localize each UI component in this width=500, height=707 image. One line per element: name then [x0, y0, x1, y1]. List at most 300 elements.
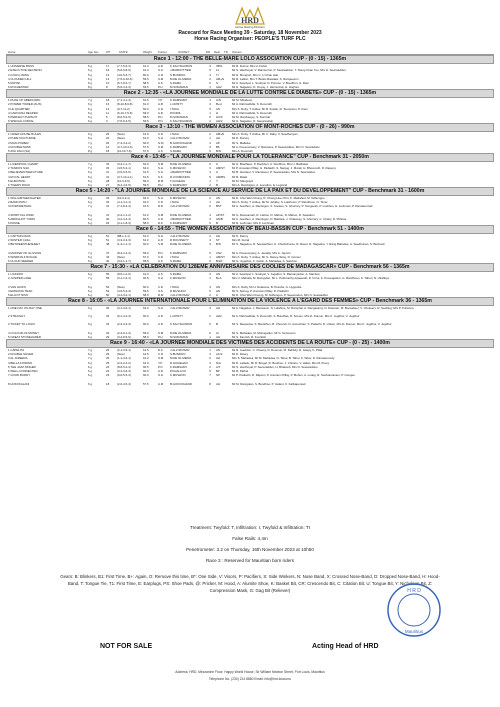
runner-owners: Mrs K. Doby, T. Antlee, Mr G. Dacey-Taing, R. Gomez: [232, 255, 301, 260]
runner-trainer: A.S: [158, 81, 163, 86]
runner-owners: Mr A. Sewdyal, L. Soobyal, V. Jugathur, S. Ramanyadoo, A. Samboo: [232, 271, 320, 276]
runner-weight: 61.5: [143, 351, 149, 356]
runner-age: 6 g: [88, 271, 93, 276]
runner-form: (4-2-4-4-4): [117, 216, 131, 221]
runner-trainer: G.M: [158, 140, 164, 145]
runner-draw: 1: [209, 199, 211, 204]
runner-gear: AH: [216, 199, 221, 204]
runner-rating: 18: [106, 98, 110, 102]
runner-weight: 57.0: [143, 255, 149, 260]
runner-age: 6 g: [88, 364, 93, 369]
not-for-sale-label: NOT FOR SALE: [100, 643, 153, 650]
runner-rating: 33: [106, 199, 110, 204]
runner-draw: 4: [209, 140, 211, 145]
runner-row: [6, 204, 494, 212]
race-title: Race 5 - 14:20 - "LA JOURNEE MONDIALE DE LA SCIENCE AU SERVICE DE LA PAIX ET DU DEVELOPPEMENT" CUP - Benchmark 31 - 1600m: [6, 187, 494, 196]
runner-owners: Mr S. Mallefee: [232, 140, 251, 145]
runner-rating: 26: [106, 347, 110, 352]
runner-weight: 62.0: [143, 165, 149, 170]
runner-draw: 6: [209, 356, 211, 361]
runner-gear: AM+N: [216, 132, 225, 136]
race-title: Race 6 - 14:55 - THE WOMEN ASSOCIATION OF BEAU-BASSIN CUP - Benchmark 51 - 1400m: [6, 225, 494, 234]
runner-age: 6 g: [88, 373, 93, 378]
runner-gear: B5: [216, 144, 220, 149]
runner-name: 7 GOOD BUDDY: [8, 373, 31, 378]
runner-name: 1 LIVERPOOL CHAMP: [8, 161, 38, 166]
runner-form: (7-5-9-10-6): [117, 76, 133, 81]
runner-gear: NP: [216, 373, 221, 378]
runner-form: (3-5-6-5-5): [117, 170, 131, 175]
runner-rating: 11: [106, 110, 110, 115]
runner-form: (3-2-1-1-7): [117, 259, 131, 264]
runner-age: 6 g: [88, 64, 93, 68]
runner-jockey: M.DE OLIVEIRA: [170, 356, 192, 361]
runner-jockey: B.GOKOOHAND: [170, 140, 192, 145]
runner-name: 5 THE JAZZ SINGER: [8, 364, 36, 369]
runner-form: (4-1-3-2-1): [117, 293, 131, 298]
col-dr: DR: [206, 50, 211, 54]
runner-jockey: M.DE OLIVEIRA: [170, 212, 192, 217]
runner-form: (10-10-7-6): [117, 149, 132, 154]
runner-weight: 59.0: [143, 110, 149, 115]
runner-form: (6-1-4-2-4): [117, 314, 131, 319]
runner-name: 1 LICKFRO: [8, 271, 23, 276]
runner-weight: 62.0: [143, 161, 149, 166]
runner-owners: Mr S. Nagadoo, R. Seewachtun, K. Chuckchuree, R. Ravel, D. Nagadoo, Y. Rang Bahadoe, A. Seedhunan, S. Bechook: [232, 242, 385, 247]
runner-owners: Mr H. Nagadoo, R. Seeurwuttun: [232, 119, 274, 124]
runner-weight: 59.5: [143, 183, 149, 188]
runner-form: (4-6-5-6-7): [117, 72, 131, 77]
runner-form: (1-3-1-1-1): [117, 242, 131, 247]
runner-rating: 13: [106, 106, 110, 111]
runner-name: 1 WILLIAMTHEFIGHTER: [8, 195, 41, 200]
runner-form: (10-3-2-1): [117, 195, 130, 200]
runner-jockey: R.ROUSSETY: [170, 238, 189, 243]
runner-trainer: S.S: [158, 288, 163, 293]
runner-weight: 61.0: [143, 238, 149, 243]
header-line-meeting: Racecard for Race Meeting 39 - Saturday, 18 November 2023: [178, 30, 322, 36]
runner-rating: 26: [106, 351, 110, 356]
runner-name: 4 EDWOOD TRAIL: [8, 288, 33, 293]
address-line: Address: HRD, Mezzanine Floor, Happy World House, Sir William Newton Street, Port Louis, Mauritius: [175, 670, 325, 674]
runner-owners: Mr H. Boathave, P. Doobhun, A. Doobhun, Mrs U. Badhaws: [232, 161, 309, 166]
runner-age: 6 g: [88, 170, 93, 175]
col-weight: Weight: [143, 50, 152, 54]
runner-jockey: K.MUSHOO: [170, 373, 186, 378]
runner-jockey: K.RAMSAMY: [170, 183, 188, 188]
runner-form: (3-3-1-1-7): [117, 161, 131, 166]
contact-line: Telephone No. (230) 214 8880 Email: info@hrd.local.mu: [208, 677, 292, 681]
runner-jockey: K.KALYDAURUN: [170, 64, 193, 68]
runner-gear: TI: [216, 72, 219, 77]
runner-trainer: S.M: [158, 356, 164, 361]
runner-jockey: M.SORAMAN: [170, 85, 188, 90]
runner-trainer: P.H: [158, 183, 163, 188]
runner-age: 6 g: [88, 136, 93, 141]
runner-trainer: Y.P: [158, 98, 163, 102]
runner-form: (5-5-3-3-3): [117, 85, 131, 90]
runner-owners: Mrs K. Daby, Mr H. Dulassne, B. Pessha, G. Hyppolite: [232, 284, 302, 289]
runner-jockey: M.DE OLIVEIRA: [170, 242, 192, 247]
runner-owners: Mr S. Deepedoo, K. Barokhun, R. Chooreh, D. Anouchtan, S. Patiachi, D. Unkun, Mrs D. Dumun, Mrs K. Jugdhur, V. Jugdhur: [232, 322, 392, 327]
runner-name: 6 SPECIAL FORCE: [8, 119, 34, 124]
runner-age: 6 g: [88, 293, 93, 298]
runner-age: 7 g: [88, 314, 93, 319]
runner-name: 3 GOLD LINING: [8, 72, 30, 77]
runner-rating: 25: [106, 360, 110, 365]
runner-age: 8 g: [88, 149, 93, 154]
runner-gear: H/CF: [216, 115, 223, 120]
runner-form: (3-1-3-6-1): [117, 305, 131, 310]
runner-owners: Mr A. Peesoonsary, A. Jeetally, Mrs A. Jaymin: [232, 250, 291, 255]
runner-jockey: K.KALYDAURUN: [170, 119, 193, 124]
runner-gear: 11: [216, 68, 220, 73]
runner-form: (3-1-1-8-3): [117, 221, 131, 226]
runner-weight: 59.5: [143, 288, 149, 293]
runner-draw: 6: [209, 115, 211, 120]
runner-draw: 2: [209, 76, 211, 81]
runner-draw: 2: [209, 364, 211, 369]
runner-rating: 51: [106, 233, 110, 238]
false-rails-note: False Rails: 4.4m: [232, 536, 268, 541]
runner-jockey: J.BARDOTTIER: [170, 68, 191, 73]
runner-weight: 61.0: [143, 271, 149, 276]
runner-weight: 61.5: [143, 204, 149, 209]
runner-draw: 2: [209, 293, 211, 298]
runner-draw: 4: [209, 351, 211, 356]
runner-name: 2 POWER TOWER (AUS): [8, 102, 42, 107]
runner-name: 8 HOKOKALANI: [8, 381, 30, 386]
runner-gear: AH: [216, 356, 221, 361]
runner-owners: Mr R. Jeeddon, C. Cheesy, D. Doomun, M. Debbdy, D. Gaspy, K. Pillai: [232, 347, 323, 352]
runner-weight: 58.5: [143, 115, 149, 120]
runner-gear: N/A: [216, 360, 221, 365]
runner-age: 7 g: [88, 356, 93, 361]
runner-name: 1 CAPELITA: [8, 347, 25, 352]
runner-trainer: P.N: [158, 364, 163, 369]
penetrometer-note: Penetrometer: 3.2 on Thursday, 16th November 2023 at 10h50: [186, 547, 314, 552]
runner-weight: 60.0: [143, 242, 149, 247]
runner-weight: 60.5: [143, 364, 149, 369]
runner-age: 7 g: [88, 144, 93, 149]
runner-trainer: S.H: [158, 136, 163, 141]
racecard-header: [0, 30, 500, 43]
runner-draw: 6: [209, 259, 211, 264]
gear-codes-legend: Gears: B: Blinkers, B1: First Time, B+: Again, O: Remove this time, B*: One Side, V: Visors, P: Pacifiers, S: Side Winkers, N: Nose Band, X: Crossed Nose-Band, D: Dropped Nose-Band, H: Hood-Band, T: Tongue Tie, T1: First Time, E: Earplugs, PS: Shoe Pads, @: Pricker, M: Hood, A: Alumite Shoe, K: Basket Bit, CR: Crescendo Bit, C: Citation Bit, U: Tongue Bit, Y: Nicholson Bit, Z: Compression Mask, G: Gag Bit (Reliever): [60, 574, 440, 593]
runner-trainer: C.D: [158, 284, 163, 289]
runner-weight: 53.5: [143, 85, 149, 90]
runner-age: 6 g: [88, 351, 93, 356]
runner-gear: AN: [216, 347, 221, 352]
runner-owners: Mrs M. Ferral: [232, 238, 250, 243]
runner-owners: Mr M. Rambeejoy, S. Doorrak: [232, 115, 271, 120]
runner-jockey: J.ALLYROSAN: [170, 233, 190, 238]
runner-gear: A: [216, 170, 218, 175]
runner-jockey: S.BUNDOO: [170, 72, 186, 77]
runner-name: 6 TIGERS ROCK: [8, 183, 31, 188]
runner-form: (8-6-5-2-3): [117, 364, 131, 369]
runner-jockey: M.DE OLIVEIRA: [170, 330, 192, 335]
runner-trainer: R.R: [158, 204, 163, 209]
runner-trainer: A.M: [158, 381, 164, 386]
runner-name: 1 CAPTAIN MAIS: [8, 233, 31, 238]
runner-row: [6, 306, 494, 314]
col-jockey: JOCKEY: [178, 50, 190, 54]
runner-gear: AN: [216, 284, 221, 289]
runner-gear: B/HT: [216, 259, 223, 264]
runner-trainer: S.M: [158, 330, 164, 335]
runner-rating: 47: [106, 250, 110, 255]
runner-gear: AH: [216, 136, 221, 141]
runner-rating: 18: [106, 381, 110, 386]
runner-age: 6 g: [88, 212, 93, 217]
runner-trainer: S.M: [158, 161, 164, 166]
runner-draw: 4: [209, 238, 211, 243]
runner-form: (10-3-3-5): [117, 178, 130, 183]
runner-owners: Mr S. Hurdhoyal, P. Seewraddun, H. Bhakush, Mrs N. Seewraddoo: [232, 364, 318, 369]
runner-jockey: I.TAKA: [170, 284, 179, 289]
runner-name: 3 LE QUARTIER: [8, 106, 30, 111]
runner-draw: 4: [209, 98, 211, 102]
runner-form: (8-4-2-3-4): [117, 250, 131, 255]
runner-form: (7-7-5-6-4): [117, 64, 131, 68]
runner-rating: 43: [106, 255, 110, 260]
runner-weight: 61.0: [143, 64, 149, 68]
runner-rating: 13: [106, 76, 110, 81]
runner-weight: 60.0: [143, 106, 149, 111]
col-owners: Owners: [232, 50, 242, 54]
runner-name: 3 TICKET TO LOGIC: [8, 322, 36, 327]
runner-gear: AH2: [216, 314, 222, 319]
runner-rating: 23: [106, 373, 110, 378]
runner-gear: AP/ST: [216, 212, 225, 217]
runner-rating: 31: [106, 174, 110, 179]
race-block: [6, 187, 494, 226]
runner-rating: 17: [106, 64, 110, 68]
runner-jockey: K.RAMSAMY: [170, 364, 188, 369]
runner-owners: Mr D. Lalladu, Mr R. Brogel, R. Boothoo, J. Chuttoo, V. Halan, Mrs M. Preey: [232, 360, 330, 365]
runner-trainer: P.H: [158, 115, 163, 120]
runner-weight: 59.0: [143, 250, 149, 255]
runner-owners: Mrs K. Doby, T. Antlee, Mr M. Jehaby, S. Laishmun, P. Randhoun, N. Timer: [232, 199, 328, 204]
runner-gear: 3561: [216, 64, 223, 68]
runner-form: (8-5-1-2-6): [117, 271, 131, 276]
runner-owners: Mrs K. Doby, T. Antlee, Mr C. Daby, V. Seedhenyan: [232, 132, 298, 136]
col-wt: WT: [106, 50, 111, 54]
runner-gear: CN2: [216, 250, 222, 255]
runner-trainer: S.M: [158, 144, 164, 149]
col-trainer: Trainer: [158, 50, 167, 54]
runner-gear: BZ: [216, 369, 220, 374]
runner-name: 4 SPIRITUAL WIND: [8, 212, 34, 217]
runner-age: 6 g: [88, 178, 93, 183]
runner-rating: 52: [106, 288, 110, 293]
runner-draw: 6: [209, 330, 211, 335]
runner-trainer: Y.P: [158, 360, 163, 365]
race-block: [6, 153, 494, 188]
runner-name: 5 WINDFOLF ROGUE: [8, 255, 37, 260]
runner-owners: Mr S. Nurreg, P. Anoutum Pillay, D. Padiachi: [232, 288, 289, 293]
col-tr: TR: [224, 50, 228, 54]
runner-jockey: P.KORIL: [170, 110, 182, 115]
runner-age: 6 g: [88, 284, 93, 289]
runner-name: 4 CLOUDED HILL: [8, 76, 32, 81]
runner-age: 6 g: [88, 305, 93, 310]
runner-age: 5 g: [88, 72, 93, 77]
runner-form: (2-2-1-1-2): [117, 212, 131, 217]
runner-rating: 29: [106, 335, 110, 340]
runner-draw: 5: [209, 106, 211, 111]
runner-rating: 16: [106, 102, 110, 107]
runner-rating: 8: [106, 85, 108, 90]
runner-gear: BST: [216, 204, 222, 209]
runner-owners: Mr R. Luchman, Mrs F. Luchman: [232, 221, 274, 226]
runner-weight: 62.0: [143, 199, 149, 204]
runner-name: 2 JUNIPER LANE: [8, 276, 32, 281]
race-block: [6, 263, 494, 298]
runner-gear: AH/2: [216, 119, 223, 124]
runner-rating: 25: [106, 356, 110, 361]
runner-name: 6 CLOUD SEEDER: [8, 259, 34, 264]
runner-draw: 1: [209, 276, 211, 281]
runner-draw: 5: [209, 221, 211, 226]
runner-form: (7-3-3-4-2): [117, 140, 131, 145]
runner-row: [6, 382, 494, 386]
runner-gear: AP: [216, 140, 220, 145]
svg-text:HRD: HRD: [241, 16, 259, 25]
runner-jockey: R.MUSHOO: [170, 288, 186, 293]
runner-trainer: A.R: [158, 110, 163, 115]
runner-rating: 10: [106, 81, 110, 86]
runner-rating: 48: [106, 242, 110, 247]
runner-rating: 27: [106, 183, 110, 188]
runner-name: 4 MASTER OF ILLUSION: [8, 250, 42, 255]
runner-jockey: P.KHALLOO: [170, 369, 187, 374]
runner-gear: ST: [216, 238, 220, 243]
runner-age: 6 g: [88, 238, 93, 243]
runner-rating: 33: [106, 322, 110, 327]
runner-form: (4-5-5-4-3): [117, 288, 131, 293]
runner-age: 7 g: [88, 165, 93, 170]
runner-name: 5 GREAT STONEHARER: [8, 335, 41, 340]
runner-name: 3 VAN HUIKS: [8, 284, 26, 289]
runner-age: 6 g: [88, 68, 93, 73]
runner-gear: Y: [216, 178, 218, 183]
runner-age: 7 g: [88, 140, 93, 145]
runner-trainer: R.M: [158, 293, 164, 298]
runner-age: 6 g: [88, 369, 93, 374]
runner-form: (9-7-11-2): [117, 106, 130, 111]
runner-draw: 1: [209, 335, 211, 340]
runner-owners: Mr P. Anoutam Pillay, G. Padiachi, S. Nanjug, J. Murali, H. Bhoorooth, D. Rajoovy: [232, 165, 336, 170]
col-state: STATE: [119, 50, 128, 54]
runner-trainer: S.H: [158, 170, 163, 175]
runner-rating: 26: [106, 140, 110, 145]
runner-name: 4 BELLA FIORINO: [8, 360, 33, 365]
runner-gear: AH: [216, 335, 221, 340]
runner-jockey: M.DE OLIVEIRA: [170, 76, 192, 81]
runner-trainer: A.R: [158, 322, 163, 327]
runner-trainer: C.D: [158, 255, 163, 260]
runner-jockey: B.GOKOOHAND: [170, 381, 192, 386]
runner-rating: 51: [106, 238, 110, 243]
runner-draw: 5: [209, 68, 211, 73]
runner-name: 2 STRAIGHT: [8, 314, 26, 319]
runner-name: 4 COLOUR OF MONEY: [8, 330, 39, 335]
runner-rating: 50: [106, 293, 110, 298]
runner-name: 4 CAROLINA REAPER: [8, 110, 38, 115]
runner-owners: Mr B. Hundeer, V. Ramasoor, P. Seewraddoo, Mrs N. Sewraddoo: [232, 170, 316, 175]
runner-draw: 3: [209, 284, 211, 289]
runner-rating: 16: [106, 68, 110, 73]
runner-draw: 3: [209, 360, 211, 365]
runner-form: (4-5-5-3-1): [117, 165, 131, 170]
runner-rating: 14: [106, 144, 110, 149]
runner-name: 2 PURE NOCTURNE: [8, 136, 36, 141]
runner-draw: 3: [209, 216, 211, 221]
runner-draw: 3: [209, 305, 211, 310]
runner-trainer: A.S: [158, 149, 163, 154]
runner-name: 1 ONE DAY ON DAY ONE: [8, 305, 42, 310]
runner-jockey: I.TAKA: [170, 255, 179, 260]
runner-draw: 6: [209, 161, 211, 166]
runner-trainer: C.D: [158, 351, 163, 356]
runner-gear: AH2: [216, 85, 222, 90]
runner-age: 7 g: [88, 276, 93, 281]
runner-form: (7-1-8-4-4): [117, 204, 131, 209]
runner-form: (6-6-5-5-3): [117, 373, 131, 378]
runner-name: 5 PERFECT PURSUIT: [8, 115, 38, 120]
col-horse: Horse: [8, 50, 16, 54]
runner-trainer: S.H: [158, 165, 163, 170]
runner-rating: 24: [106, 369, 110, 374]
runner-owners: Mr M. Mirabeux: [232, 98, 253, 102]
runner-weight: 58.0: [143, 221, 149, 226]
runner-weight: 60.0: [143, 72, 149, 77]
runner-age: 6 g: [88, 195, 93, 200]
runner-draw: 1: [209, 110, 211, 115]
runner-gear: S: [216, 81, 218, 86]
race-title: Race 3 - 13:10 - THE WOMEN ASSOCIATION OF MONT-ROCHES CUP - (0 - 26) - 990m: [6, 123, 494, 132]
runner-name: 3 DOWNDETRAIL: [8, 204, 32, 209]
runner-gear: AM/BS: [216, 174, 225, 179]
runner-rating: 40: [106, 259, 110, 264]
runner-name: 5 ARDIGHOT YORKI: [8, 216, 36, 221]
runner-gear: B/N: [216, 242, 221, 247]
runner-jockey: M.SORAMAN: [170, 335, 188, 340]
runner-owners: Mr A. Peesoonsary, V. Ramasus, P. Seewraddoo, Mrs N. Sewraddoo: [232, 144, 320, 149]
runner-weight: 60.5: [143, 369, 149, 374]
runner-form: (3-7-10-4-1): [117, 174, 133, 179]
runner-age: 6 g: [88, 322, 93, 327]
runner-draw: 5: [209, 250, 211, 255]
runner-draw: 2: [209, 183, 211, 188]
runner-draw: 1: [209, 136, 211, 141]
runner-form: (6-10-7-5-6): [117, 110, 133, 115]
runner-name: 3 AL JAZEERA: [8, 356, 28, 361]
runner-owners: Mrs S. Mahadea, Mr M. Mahadea, N. Tahor, B. Tahor, F. Tahor, D. Ramsanumdy: [232, 356, 335, 361]
runner-jockey: I.TAKA: [170, 199, 179, 204]
runner-jockey: K.RAMSAMY: [170, 250, 188, 255]
runner-rating: 18: [106, 149, 110, 154]
runner-trainer: A.R: [158, 64, 163, 68]
runner-draw: 1: [209, 347, 211, 352]
runner-owners: Mr R. Lallion, Mrs T. Bedor-Rawdaw, S. Ramjeewon: [232, 76, 299, 81]
runner-owners: Mr R. Pathel: [232, 369, 249, 374]
runner-weight: 61.0: [143, 68, 149, 73]
runner-weight: 60.0: [143, 140, 149, 145]
seal-top-text: H R D: [407, 588, 421, 594]
